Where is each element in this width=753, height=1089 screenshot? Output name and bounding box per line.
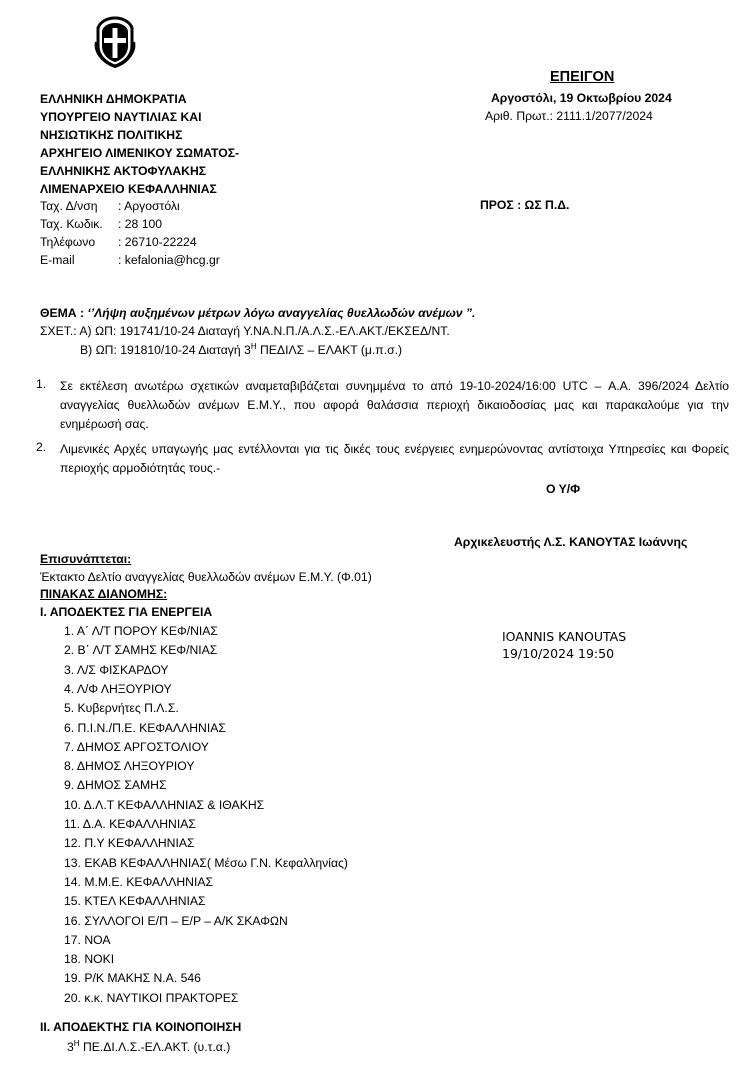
info-recipients-title: ΙΙ. ΑΠΟΔΕΚΤΗΣ ΓΙΑ ΚΟΙΝΟΠΟΙΗΣΗ [40, 1020, 242, 1034]
action-recipient-item: 15. ΚΤΕΛ ΚΕΦΑΛΛΗΝΙΑΣ [64, 894, 206, 909]
relation-b-sup: Η [250, 342, 257, 351]
relation-b-text: Β) ΩΠ: 191810/10-24 Διαταγή 3 [80, 343, 251, 358]
paragraph-1: Σε εκτέλεση ανωτέρω σχετικών αναμεταβιβάζεται συνημμένα το από 19-10-2024/16:00 UTC – Α.Α. 396/2024 Δελτίο αναγγελίας θυελλωδών ανέμων Ε.Μ.Υ., που αφορά θαλάσσια περιοχή δικαιοδοσίας μας και παρακαλούμε για την ενημέρωσή σας. [60, 379, 729, 431]
subject-line [40, 306, 475, 320]
info-recipient-sup: Η [73, 1039, 80, 1048]
relation-a: ΣΧΕΤ.: Α) ΩΠ: 191741/10-24 Διαταγή Υ.ΝΑ.Ν.Π./Α.Λ.Σ.-ΕΛ.ΑΚΤ./ΕΚΣΕΔ/ΝΤ. [40, 324, 450, 338]
contact-label: Τηλέφωνο [40, 235, 96, 249]
protocol-number: Αριθ. Πρωτ.: 2111.1/2077/2024 [485, 109, 653, 123]
action-recipient-item: 6. Π.Ι.Ν./Π.Ε. ΚΕΦΑΛΛΗΝΙΑΣ [64, 720, 226, 735]
action-recipient-item: 12. Π.Υ ΚΕΦΑΛΛΗΝΙΑΣ [64, 836, 195, 851]
action-recipient-item: 10. Δ.Λ.Τ ΚΕΦΑΛΛΗΝΙΑΣ & ΙΘΑΚΗΣ [64, 797, 265, 812]
sender-line: ΝΗΣΙΩΤΙΚΗΣ ΠΟΛΙΤΙΚΗΣ [40, 128, 183, 142]
contact-value: : Αργοστόλι [118, 199, 180, 213]
action-recipient-item: 8. ΔΗΜΟΣ ΛΗΞΟΥΡΙΟΥ [64, 759, 195, 774]
paragraph-number: 2. [36, 440, 47, 454]
greek-coat-of-arms-emblem [92, 16, 138, 68]
contact-value: : 26710-22224 [118, 235, 197, 249]
subject-text: ‘’Λήψη αυξημένων μέτρων λόγω αναγγελίας θυελλωδών ανέμων ”. [87, 306, 476, 320]
ofor-label: Ο Υ/Φ [546, 482, 581, 496]
info-recipient-text: ΠΕ.ΔΙ.Λ.Σ.-ΕΛ.ΑΚΤ. (υ.τ.α.) [79, 1040, 231, 1055]
sender-line: ΕΛΛΗΝΙΚΗΣ ΑΚΤΟΦΥΛΑΚΗΣ [40, 164, 207, 178]
sender-line: ΑΡΧΗΓΕΙΟ ΛΙΜΕΝΙΚΟΥ ΣΩΜΑΤΟΣ- [40, 146, 240, 160]
action-recipient-item: 5. Κυβερνήτες Π.Λ.Σ. [64, 701, 179, 716]
signatory: Αρχικελευστής Λ.Σ. ΚΑΝΟΥΤΑΣ Ιωάννης [454, 535, 688, 549]
sender-line: ΛΙΜΕΝΑΡΧΕΙΟ ΚΕΦΑΛΛΗΝΙΑΣ [40, 182, 217, 196]
action-recipient-item: 19. Ρ/Κ ΜΑΚΗΣ Ν.Α. 546 [64, 971, 201, 986]
attachments-label: Επισυνάπτεται: [40, 552, 132, 566]
action-recipient-item: 14. Μ.Μ.Ε. ΚΕΦΑΛΛΗΝΙΑΣ [64, 874, 213, 889]
digital-signature-name: IOANNIS KANOUTAS [502, 629, 627, 644]
action-recipient-item: 1. Α΄ Λ/Τ ΠΟΡΟΥ ΚΕΦ/ΝΙΑΣ [64, 624, 218, 638]
place-date: Αργοστόλι, 19 Οκτωβρίου 2024 [491, 91, 672, 105]
action-recipient-item: 13. ΕΚΑΒ ΚΕΦΑΛΛΗΝΙΑΣ( Μέσω Γ.Ν. Κεφαλληνίας) [64, 855, 348, 870]
action-recipient-item: 2. Β΄ Λ/Τ ΣΑΜΗΣ ΚΕΦ/ΝΙΑΣ [64, 643, 218, 658]
contact-label: E-mail [40, 253, 75, 267]
info-recipient-text: 3 [67, 1040, 74, 1055]
action-recipient-item: 3. Λ/Σ ΦΙΣΚΑΡΔΟΥ [64, 662, 169, 677]
relation-b [80, 342, 402, 357]
info-recipient [67, 1039, 230, 1054]
action-recipient-item: 9. ΔΗΜΟΣ ΣΑΜΗΣ [64, 778, 167, 793]
action-recipient-item: 11. Δ.Α. ΚΕΦΑΛΛΗΝΙΑΣ [64, 817, 196, 831]
action-recipient-item: 18. ΝΟΚΙ [64, 952, 115, 967]
action-recipient-item: 7. ΔΗΜΟΣ ΑΡΓΟΣΤΟΛΙΟΥ [64, 739, 209, 754]
digital-signature-datetime: 19/10/2024 19:50 [502, 646, 615, 661]
recipient: ΠΡΟΣ : ΩΣ Π.Δ. [480, 198, 570, 212]
contact-label: Ταχ. Δ/νση [40, 199, 98, 213]
contact-label: Ταχ. Κωδικ. [40, 217, 103, 231]
contact-row [40, 251, 220, 269]
action-recipient-item: 4. Λ/Φ ΛΗΞΟΥΡΙΟΥ [64, 681, 172, 696]
action-recipient-item: 16. ΣΥΛΛΟΓΟΙ Ε/Π – Ε/Ρ – Α/Κ ΣΚΑΦΩΝ [64, 913, 288, 928]
paragraph-2: Λιμενικές Αρχές υπαγωγής μας εντέλλονται για τις δικές τους ενέργειες ενημερώνοντας αντίστοιχα Υπηρεσίες και Φορείς περιοχής αρμοδιότητάς τους.- [60, 442, 729, 475]
sender-line: ΥΠΟΥΡΓΕΙΟ ΝΑΥΤΙΛΙΑΣ ΚΑΙ [40, 110, 202, 124]
contacts-block [40, 197, 220, 269]
action-recipients-title: Ι. ΑΠΟΔΕΚΤΕΣ ΓΙΑ ΕΝΕΡΓΕΙΑ [40, 605, 213, 619]
sender-line: ΕΛΛΗΝΙΚΗ ΔΗΜΟΚΡΑΤΙΑ [40, 92, 187, 106]
action-recipient-item: 17. ΝΟΑ [64, 932, 111, 947]
contact-value: : 28 100 [118, 217, 163, 231]
contact-row [40, 215, 220, 233]
paragraph-number: 1. [36, 377, 47, 391]
contact-row [40, 197, 220, 215]
contact-value: : kefalonia@hcg.gr [118, 253, 220, 267]
relation-b-text: ΠΕΔΙΛΣ – ΕΛΑΚΤ (μ.π.σ.) [256, 343, 403, 358]
attachment-item: Έκτακτο Δελτίο αναγγελίας θυελλωδών ανέμων Ε.Μ.Υ. (Φ.01) [40, 570, 372, 584]
distribution-label: ΠΙΝΑΚΑΣ ΔΙΑΝΟΜΗΣ: [40, 587, 168, 601]
contact-row [40, 233, 220, 251]
classification-label: ΕΠΕΙΓΟΝ [550, 69, 615, 85]
digital-signature [502, 628, 626, 662]
subject-label: ΘΕΜΑ : [40, 306, 88, 320]
action-recipient-item: 20. κ.κ. ΝΑΥΤΙΚΟΙ ΠΡΑΚΤΟΡΕΣ [64, 990, 239, 1005]
sender-block [40, 90, 239, 198]
